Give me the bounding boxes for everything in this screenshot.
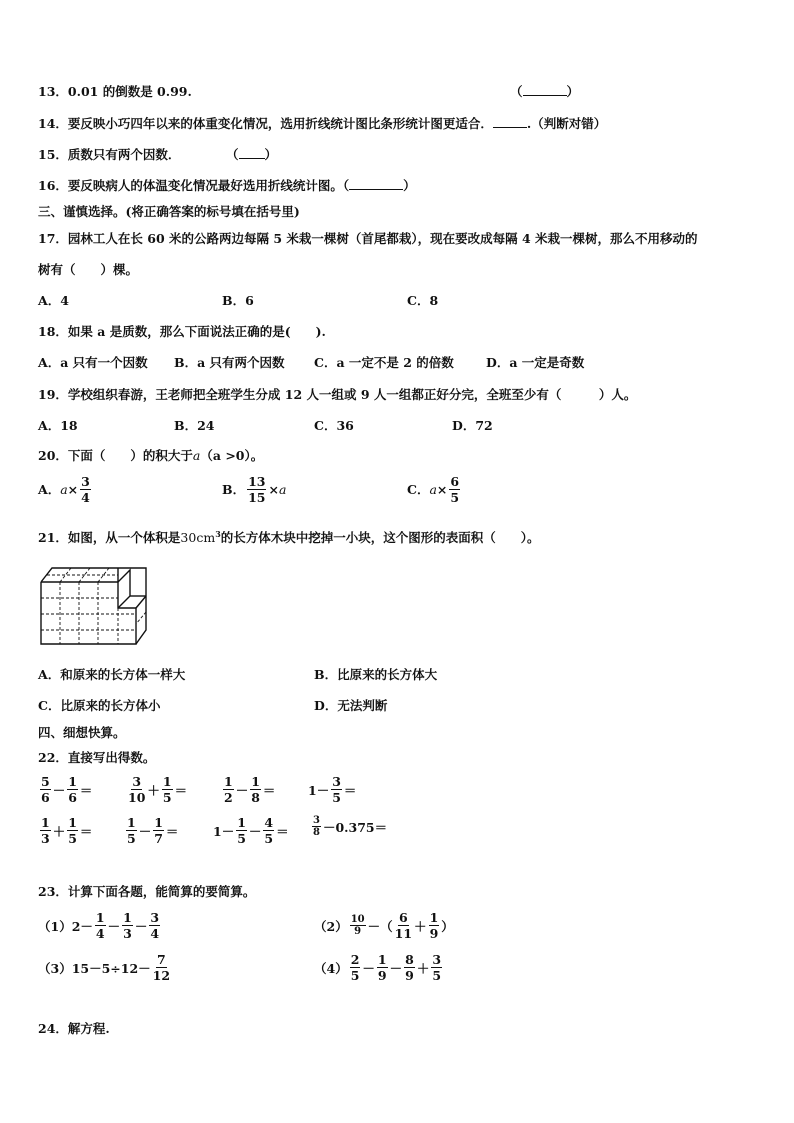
q22-item-7: 1－ $\frac{1}{5}$ － $\frac{4}{5}$ ＝ (213, 815, 289, 846)
q22-item-5: $\frac{1}{3}$ ＋ $\frac{1}{5}$ ＝ (41, 815, 93, 846)
q21-text-b: 的长方体木块中挖掉一小块，这个图形的表面积（ ）。 (220, 530, 540, 546)
q19-option-b[interactable]: B．24 (174, 418, 215, 433)
q16-blank[interactable] (349, 189, 403, 190)
q23-part-4: （4） $\frac{2}{5}$ － $\frac{1}{9}$ － $\frac{8}{9}$ ＋ $\frac{3}{5}$ (314, 952, 442, 983)
q15-answer-bracket[interactable]: （ ） (226, 147, 278, 162)
q21-option-b[interactable]: B．比原来的长方体大 (314, 667, 438, 682)
q23-part-1: （1） 2－ $\frac{1}{4}$ － $\frac{1}{3}$ － $\frac{3}{4}$ (38, 910, 160, 941)
q23-number: 23． (38, 884, 68, 899)
q22-item-4: 1－ $\frac{3}{5}$ ＝ (308, 774, 357, 805)
fraction: $\frac{3}{4}$ (81, 474, 90, 505)
q23-part-2: （2） $\frac{10}{9}$ －（ $\frac{6}{11}$ ＋ $\frac{1}{9}$ ） (314, 910, 454, 941)
q14-blank[interactable] (493, 127, 527, 128)
section-4-heading: 四、细想快算。 (38, 725, 126, 740)
q18-option-d[interactable]: D．a 一定是奇数 (486, 355, 585, 370)
q20-option-b[interactable]: B． $\frac{13}{15}$ × a (222, 474, 287, 505)
q19-option-c[interactable]: C．36 (314, 418, 354, 433)
q17-number: 17． (38, 231, 68, 246)
q22-item-2: $\frac{3}{10}$ ＋ $\frac{1}{5}$ ＝ (128, 774, 188, 805)
question-20 (38, 448, 263, 464)
q20-text: 下面（ ）的积大于 (67, 448, 193, 463)
q19-number: 19． (38, 387, 68, 402)
question-16: 16．要反映病人的体温变化情况最好选用折线统计图。（ ） (38, 178, 416, 193)
q19-option-a[interactable]: A．18 (38, 418, 78, 433)
q24-number: 24． (38, 1021, 68, 1036)
q23-part-3: （3） 15－5÷12－ $\frac{7}{12}$ (38, 952, 171, 983)
q21-volume: 30cm (180, 530, 216, 546)
q20-option-c[interactable]: C． a × $\frac{6}{5}$ (407, 474, 460, 505)
q21-number: 21． (38, 530, 68, 546)
q21-option-a[interactable]: A．和原来的长方体一样大 (38, 667, 186, 682)
q20-var: a (192, 448, 201, 463)
q18-text: 如果 a 是质数，那么下面说法正确的是( ). (67, 324, 326, 339)
q20-condition: （a >0）。 (200, 448, 264, 463)
q22-item-1: $\frac{5}{6}$ － $\frac{1}{6}$ ＝ (41, 774, 93, 805)
q17-option-c[interactable]: C．8 (407, 293, 439, 308)
question-24 (38, 1021, 110, 1037)
q24-text: 解方程. (67, 1021, 110, 1036)
q18-option-a[interactable]: A．a 只有一个因数 (38, 355, 148, 370)
section-3-heading: 三、谨慎选择。(将正确答案的标号填在括号里) (38, 204, 300, 219)
question-23 (38, 884, 255, 900)
q18-option-b[interactable]: B．a 只有两个因数 (174, 355, 285, 370)
fraction: $\frac{6}{5}$ (450, 474, 460, 505)
q14-tail: .（判断对错） (526, 116, 607, 131)
q22-item-8: $\frac{3}{8}$ －0.375＝ (313, 815, 388, 838)
cuboid-figure (38, 560, 154, 648)
question-15 (38, 147, 180, 163)
question-17 (38, 231, 698, 247)
q15-number: 15． (38, 147, 68, 162)
q22-item-6: $\frac{1}{5}$ － $\frac{1}{7}$ ＝ (127, 815, 179, 846)
q13-blank[interactable] (523, 95, 567, 96)
q21-exponent: 3 (215, 529, 221, 539)
q18-option-c[interactable]: C．a 一定不是 2 的倍数 (314, 355, 454, 370)
q19-text: 学校组织春游，王老师把全班学生分成 12 人一组或 9 人一组都正好分完，全班至少有（ ）人。 (67, 387, 637, 402)
q20-option-a[interactable]: A． a × $\frac{3}{4}$ (38, 474, 90, 505)
q13-text: 0.01 的倒数是 0.99. (67, 84, 192, 99)
q19-option-d[interactable]: D．72 (452, 418, 493, 433)
question-21 (38, 526, 540, 546)
q21-option-d[interactable]: D．无法判断 (314, 698, 388, 713)
q23-text: 计算下面各题，能简算的要简算。 (67, 884, 256, 899)
q17-text-line1: 园林工人在长 60 米的公路两边每隔 5 米栽一棵树（首尾都栽），现在要改成每隔 4 米栽一棵树，那么不用移动的 (67, 231, 698, 246)
q14-text: 要反映小巧四年以来的体重变化情况，选用折线统计图比条形统计图更适合． (67, 116, 493, 131)
q17-option-b[interactable]: B．6 (222, 293, 254, 308)
q17-option-a[interactable]: A．4 (38, 293, 69, 308)
q22-number: 22． (38, 750, 68, 765)
q21-option-c[interactable]: C．比原来的长方体小 (38, 698, 161, 713)
q13-number: 13． (38, 84, 68, 99)
q13-answer-bracket[interactable]: （ ） (510, 84, 580, 99)
q21-text-a: 如图，从一个体积是 (67, 530, 181, 546)
question-14 (38, 116, 606, 132)
question-19 (38, 387, 636, 403)
question-18 (38, 324, 326, 340)
q16-number: 16． (38, 178, 68, 193)
question-22 (38, 750, 155, 766)
q18-number: 18． (38, 324, 68, 339)
question-13 (38, 84, 192, 100)
q17-text-line2: 树有（ ）棵。 (38, 262, 139, 277)
q20-number: 20． (38, 448, 68, 463)
q14-number: 14． (38, 116, 68, 131)
fraction: $\frac{13}{15}$ (248, 474, 266, 505)
q15-text: 质数只有两个因数． (67, 147, 181, 162)
q15-blank[interactable] (239, 158, 265, 159)
q22-text: 直接写出得数。 (67, 750, 156, 765)
q16-text: 要反映病人的体温变化情况最好选用折线统计图。（ (67, 178, 350, 193)
q22-item-3: $\frac{1}{2}$ － $\frac{1}{8}$ ＝ (224, 774, 276, 805)
